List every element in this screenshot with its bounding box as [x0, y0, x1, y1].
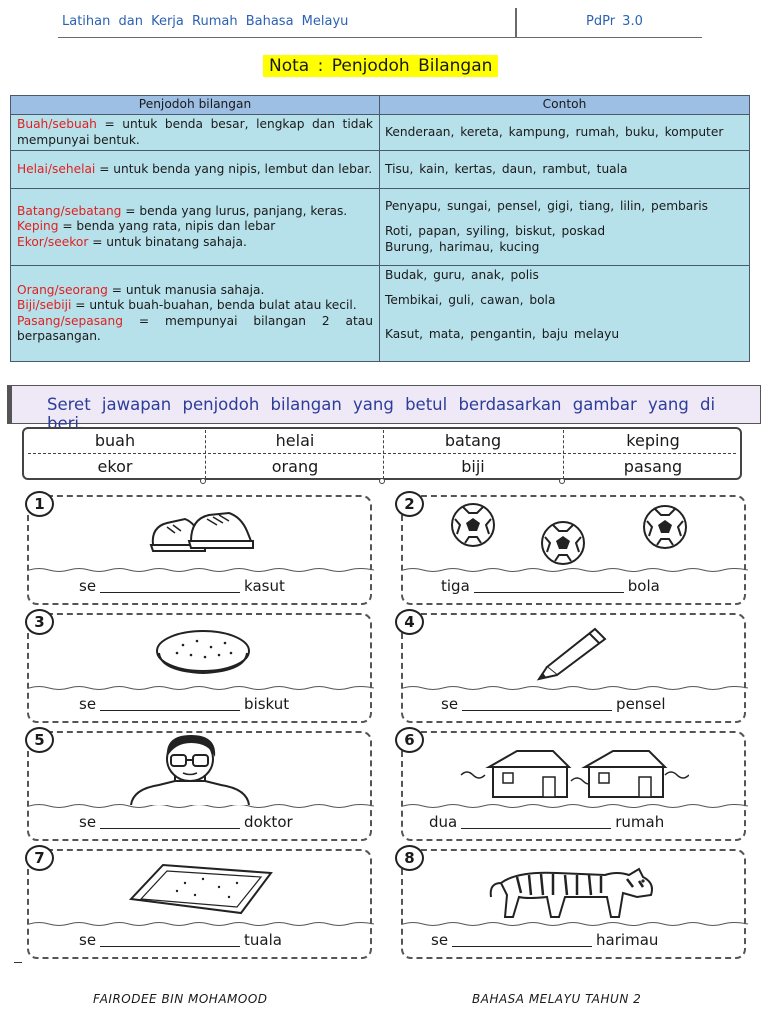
table-row-group	[11, 266, 750, 362]
definition-cell	[11, 151, 380, 189]
question-number-1: 1	[25, 491, 54, 517]
answer-drop-slot[interactable]	[100, 697, 240, 711]
fill-in-sentence	[79, 577, 285, 595]
doctor-picture	[125, 733, 255, 805]
examples-text: Budak, guru, anak, polis	[385, 268, 539, 282]
classifier-definition: = untuk binatang sahaja.	[88, 234, 247, 249]
fill-in-sentence	[79, 695, 289, 713]
houses-picture	[459, 747, 689, 799]
question-number-8: 8	[395, 845, 424, 871]
sentence-prefix: se	[431, 931, 449, 949]
classifier-definition: = benda yang lurus, panjang, keras.	[121, 203, 348, 218]
table-row-group	[11, 189, 750, 266]
draggable-answer-batang[interactable]: batang	[444, 431, 502, 450]
shoes-picture	[147, 505, 257, 560]
sentence-noun: doktor	[244, 813, 293, 831]
answer-drop-slot[interactable]	[462, 697, 612, 711]
question-number-3: 3	[25, 609, 54, 635]
exercise-card-3	[27, 613, 372, 723]
bank-pin	[200, 478, 206, 484]
examples-text: Kasut, mata, pengantin, baju melayu	[385, 326, 620, 341]
definition-cell	[11, 189, 380, 266]
exercise-card-4	[401, 613, 746, 723]
classifier-term: Helai/sehelai	[17, 161, 96, 176]
answer-drop-slot[interactable]	[452, 933, 592, 947]
header-rule	[58, 37, 702, 38]
wave-divider	[403, 803, 748, 809]
fill-in-sentence	[441, 577, 660, 595]
draggable-answer-keping[interactable]: keping	[626, 431, 680, 450]
sentence-prefix: dua	[429, 813, 458, 831]
classifier-definition: = benda yang rata, nipis dan lebar	[58, 219, 276, 234]
examples-cell: Tisu, kain, kertas, daun, rambut, tuala	[380, 151, 750, 189]
word-bank-divider	[28, 453, 736, 454]
fill-in-sentence	[431, 931, 658, 949]
fill-in-sentence	[429, 813, 664, 831]
wave-divider	[403, 685, 748, 691]
biscuit-picture	[153, 629, 253, 679]
wave-divider	[29, 921, 374, 927]
answer-drop-slot[interactable]	[100, 933, 240, 947]
sentence-prefix: se	[79, 695, 97, 713]
draggable-answer-orang[interactable]: orang	[271, 457, 319, 476]
classifier-definition: = mempunyai bilangan 2 atau berpasangan.	[17, 313, 373, 343]
classifier-term: Ekor/seekor	[17, 234, 89, 249]
sentence-noun: harimau	[596, 931, 659, 949]
question-number-2: 2	[395, 491, 424, 517]
column-header-classifier: Penjodoh bilangan	[11, 96, 380, 115]
instruction-box	[7, 385, 761, 433]
bank-pin	[379, 478, 385, 484]
question-number-4: 4	[395, 609, 424, 635]
classifier-term: Batang/sebatang	[17, 203, 122, 218]
classifier-definition: = untuk buah-buahan, benda bulat atau kecil.	[71, 298, 357, 313]
header-divider	[515, 8, 517, 38]
word-bank	[22, 427, 742, 480]
reference-table	[10, 95, 750, 362]
subject-label: BAHASA MELAYU TAHUN 2	[472, 992, 642, 1006]
examples-text: Roti, papan, syiling, biskut, poskad	[385, 224, 606, 239]
draggable-answer-buah[interactable]: buah	[94, 431, 136, 450]
sentence-prefix: tiga	[441, 577, 470, 595]
exercise-card-1	[27, 495, 372, 605]
fill-in-sentence	[79, 931, 282, 949]
definition-cell	[11, 266, 380, 362]
soccer-balls-picture	[443, 499, 713, 567]
sentence-prefix: se	[79, 577, 97, 595]
classifier-term: Orang/seorang	[17, 282, 108, 297]
table-row	[11, 115, 750, 151]
sentence-noun: pensel	[616, 695, 666, 713]
sentence-noun: rumah	[615, 813, 665, 831]
towel-picture	[125, 859, 275, 917]
question-number-7: 7	[25, 845, 54, 871]
sentence-prefix: se	[79, 813, 97, 831]
wave-divider	[403, 921, 748, 927]
column-header-examples: Contoh	[380, 96, 750, 115]
examples-cell	[380, 189, 750, 266]
draggable-answer-pasang[interactable]: pasang	[623, 457, 683, 476]
classifier-definition: = untuk manusia sahaja.	[107, 282, 265, 297]
notes-title: Nota : Penjodoh Bilangan	[263, 55, 498, 77]
classifier-definition: = untuk benda besar, lengkap dan tidak mempunyai bentuk.	[17, 117, 373, 147]
fill-in-sentence	[441, 695, 666, 713]
draggable-answer-ekor[interactable]: ekor	[97, 457, 133, 476]
draggable-answer-helai[interactable]: helai	[275, 431, 315, 450]
examples-text: Penyapu, sungai, pensel, gigi, tiang, lilin, pembaris	[385, 198, 709, 213]
answer-drop-slot[interactable]	[100, 579, 240, 593]
classifier-term: Biji/sebiji	[17, 298, 72, 313]
examples-text: Tembikai, guli, cawan, bola	[385, 293, 556, 308]
classifier-term: Pasang/sepasang	[17, 313, 123, 328]
exercise-card-7	[27, 849, 372, 959]
exercise-card-8	[401, 849, 746, 959]
bank-pin	[559, 478, 565, 484]
definition-cell	[11, 115, 380, 151]
author-name: FAIRODEE BIN MOHAMOOD	[93, 992, 268, 1006]
tiger-picture	[487, 863, 657, 919]
question-number-6: 6	[395, 727, 424, 753]
exercise-card-2	[401, 495, 746, 605]
examples-cell	[380, 266, 750, 362]
worksheet-code: PdPr 3.0	[586, 14, 643, 29]
classifier-definition: = untuk benda yang nipis, lembut dan lebar.	[95, 161, 373, 176]
examples-text: Burung, harimau, kucing	[385, 239, 540, 254]
answer-drop-slot[interactable]	[100, 815, 240, 829]
classifier-term: Keping	[17, 219, 59, 234]
sentence-noun: bola	[627, 577, 660, 595]
answer-drop-slot[interactable]	[474, 579, 624, 593]
pencil-picture	[533, 621, 613, 681]
answer-drop-slot[interactable]	[461, 815, 611, 829]
table-row	[11, 151, 750, 189]
exercise-card-5	[27, 731, 372, 841]
sentence-noun: kasut	[244, 577, 285, 595]
sentence-noun: tuala	[244, 931, 282, 949]
sentence-prefix: se	[79, 931, 97, 949]
sentence-noun: biskut	[244, 695, 290, 713]
examples-cell: Kenderaan, kereta, kampung, rumah, buku, komputer	[380, 115, 750, 151]
question-number-5: 5	[25, 727, 54, 753]
worksheet-title: Latihan dan Kerja Rumah Bahasa Melayu	[62, 14, 349, 29]
sentence-prefix: se	[441, 695, 459, 713]
page-mark	[14, 962, 22, 963]
wave-divider	[29, 567, 374, 573]
classifier-term: Buah/sebuah	[17, 117, 97, 132]
fill-in-sentence	[79, 813, 293, 831]
instruction-text: Seret jawapan penjodoh bilangan yang betul berdasarkan gambar yang di beri.	[47, 395, 716, 433]
wave-divider	[403, 567, 748, 573]
exercise-card-6	[401, 731, 746, 841]
wave-divider	[29, 685, 374, 691]
draggable-answer-biji[interactable]: biji	[461, 457, 485, 476]
